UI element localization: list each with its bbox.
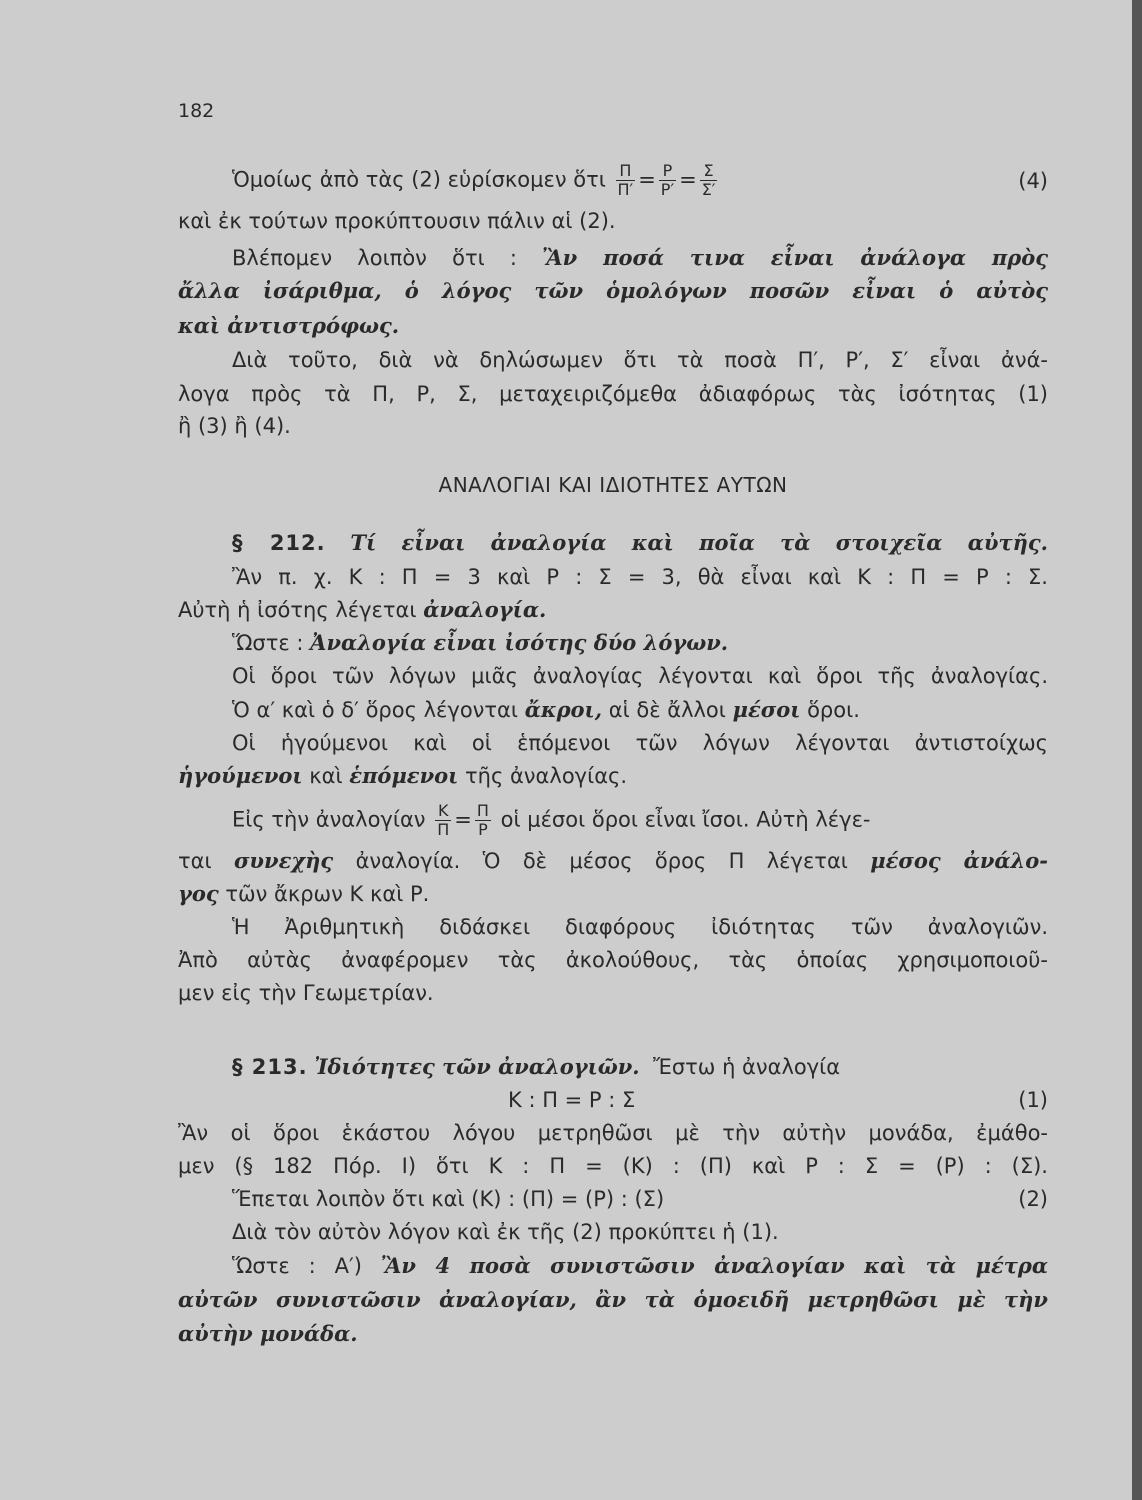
- s213-line-9: αὐτὴν μονάδα.: [178, 1321, 358, 1346]
- fraction: $\frac{K}{\Pi}$: [437, 801, 450, 839]
- s212-heading: § 212. Τί εἶναι ἀναλογία καὶ ποῖα τὰ στοιχεῖα αὐτῆς.: [232, 530, 1048, 555]
- intro-line-6: Διὰ τοῦτο, διὰ νὰ δηλώσωμεν ὅτι τὰ ποσὰ Π′, Ρ′, Σ′ εἶναι ἀνά-: [232, 348, 1048, 372]
- s213-line-8: αὐτῶν συνιστῶσιν ἀναλογίαν, ἂν τὰ ὁμοειδῆ μετρηθῶσι μὲ τὴν: [178, 1287, 1048, 1312]
- fraction: $\frac{\Pi}{P}$: [476, 801, 489, 839]
- fraction: $\frac{\Sigma}{\Sigma'}$: [701, 161, 716, 199]
- s212-line-5: Ὁ α′ καὶ ὁ δ′ ὅρος λέγονται ἄκροι, αἱ δὲ ἄλλοι μέσοι ὅροι.: [232, 697, 860, 722]
- s212-line-9: ται συνεχὴς ἀναλογία. Ὁ δὲ μέσος ὅρος Π λέγεται μέσος ἀνάλο-: [178, 848, 1048, 873]
- s212-line-10: γος τῶν ἄκρων Κ καὶ Ρ.: [178, 881, 430, 906]
- intro-line-5: καὶ ἀντιστρόφως.: [178, 313, 400, 338]
- s212-line-8: Εἰς τὴν ἀναλογίαν $\frac{K}{\Pi}$ = $\frac{\Pi}{P}$ οἱ μέσοι ὅροι εἶναι ἴσοι. Αὐτὴ λέγε-: [232, 801, 871, 839]
- s213-line-7: Ὥστε : Α′) Ἂν 4 ποσὰ συνιστῶσιν ἀναλογίαν καὶ τὰ μέτρα: [232, 1253, 1048, 1278]
- intro-line-4: ἄλλα ἰσάριθμα, ὁ λόγος τῶν ὁμολόγων ποσῶν εἶναι ὁ αὐτὸς: [178, 278, 1048, 303]
- equation-number: (1): [1018, 1088, 1048, 1112]
- intro-line-2: καὶ ἐκ τούτων προκύπτουσιν πάλιν αἱ (2).: [178, 209, 616, 233]
- section-title: ΑΝΑΛΟΓΙΑΙ ΚΑΙ ΙΔΙΟΤΗΤΕΣ ΑΥΤΩΝ: [438, 473, 788, 497]
- s212-line-6: Οἱ ἡγούμενοι καὶ οἱ ἑπόμενοι τῶν λόγων λέγονται ἀντιστοίχως: [232, 731, 1048, 755]
- intro-line-7: λογα πρὸς τὰ Π, Ρ, Σ, μεταχειριζόμεθα ἀδιαφόρως τὰς ἰσότητας (1): [178, 382, 1048, 406]
- s213-heading: § 213. Ἰδιότητες τῶν ἀναλογιῶν. Ἔστω ἡ ἀναλογία: [232, 1054, 841, 1079]
- intro-line-3: Βλέπομεν λοιπὸν ὅτι : Ἂν ποσά τινα εἶναι ἀνάλογα πρὸς: [232, 245, 1048, 270]
- equation-number: (2): [1018, 1187, 1048, 1211]
- s212-line-2: Αὐτὴ ἡ ἰσότης λέγεται ἀναλογία.: [178, 597, 547, 622]
- s212-line-13: μεν εἰς τὴν Γεωμετρίαν.: [178, 981, 434, 1005]
- page-edge: [1132, 0, 1142, 1500]
- intro-line-8: ἢ (3) ἢ (4).: [178, 414, 291, 438]
- fraction: $\frac{P}{P'}$: [660, 161, 675, 199]
- s212-line-3: Ὥστε : Ἀναλογία εἶναι ἰσότης δύο λόγων.: [232, 630, 729, 655]
- page-number: 182: [178, 100, 215, 122]
- s213-line-3: Ἂν οἱ ὅροι ἑκάστου λόγου μετρηθῶσι μὲ τὴν αὐτὴν μονάδα, ἐμάθο-: [178, 1121, 1048, 1145]
- book-page: 182 Ὁμοίως ἀπὸ τὰς (2) εὑρίσκομεν ὅτι $\frac{\Pi}{\Pi'}$ = $\frac{P}{P'}$ = $\frac{\Sigma}{\Sigma'}$ (4) καὶ ἐκ τούτων προκύπτουσιν πάλιν αἱ (2). Βλέπομεν λοιπὸν ὅτι : Ἂν ποσά τινα εἶναι ἀνάλογα πρὸς ἄλλα ἰσάριθμα, ὁ λόγος τῶν ὁμολόγων ποσῶν εἶναι ὁ αὐτὸς καὶ ἀντιστρόφως. Διὰ τοῦτο, διὰ νὰ δηλώσωμεν ὅτι τὰ ποσὰ Π′, Ρ′, Σ′ εἶναι ἀνά- λογα πρὸς τὰ Π, Ρ, Σ, μεταχειριζόμεθα ἀδιαφόρως τὰς ἰσότητας (1) ἢ (3) ἢ (4). ΑΝΑΛΟΓΙΑΙ ΚΑΙ ΙΔΙΟΤΗΤΕΣ ΑΥΤΩΝ § 212. Τί εἶναι ἀναλογία καὶ ποῖα τὰ στοιχεῖα αὐτῆς. Ἂν π. χ. Κ : Π = 3 καὶ Ρ : Σ = 3, θὰ εἶναι καὶ Κ : Π = Ρ : Σ. Αὐτὴ ἡ ἰσότης λέγεται ἀναλογία. Ὥστε : Ἀναλογία εἶναι ἰσότης δύο λόγων. Οἱ ὅροι τῶν λόγων μιᾶς ἀναλογίας λέγονται καὶ ὅροι τῆς ἀναλογίας. Ὁ α′ καὶ ὁ δ′ ὅρος λέγονται ἄκροι, αἱ δὲ ἄλλοι μέσοι ὅροι. Οἱ ἡγούμενοι καὶ οἱ ἑπόμενοι τῶν λόγων λέγονται ἀντιστοίχως ἡγούμενοι καὶ ἑπόμενοι τῆς ἀναλογίας. Εἰς τὴν ἀναλογίαν $\frac{K}{\Pi}$ = $\frac{\Pi}{P}$ οἱ μέσοι ὅροι εἶναι ἴσοι. Αὐτὴ λέγε- ται συνεχὴς ἀναλογία. Ὁ δὲ μέσος ὅρος Π λέγεται μέσος ἀνάλο- γος τῶν ἄκρων Κ καὶ Ρ. Ἡ Ἀριθμητικὴ διδάσκει διαφόρους ἰδιότητας τῶν ἀναλογιῶν. Ἀπὸ αὐτὰς ἀναφέρομεν τὰς ἀκολούθους, τὰς ὁποίας χρησιμοποιοῦ- μεν εἰς τὴν Γεωμετρίαν. § 213. Ἰδιότητες τῶν ἀναλογιῶν. Ἔστω ἡ ἀναλογία Κ : Π = Ρ : Σ (1) Ἂν οἱ ὅροι ἑκάστου λόγου μετρηθῶσι μὲ τὴν αὐτὴν μονάδα, ἐμάθο- μεν (§ 182 Πόρ. Ι) ὅτι Κ : Π = (Κ) : (Π) καὶ Ρ : Σ = (Ρ) : (Σ). Ἕπεται λοιπὸν ὅτι καὶ (Κ) : (Π) = (Ρ) : (Σ) (2) Διὰ τὸν αὐτὸν λόγον καὶ ἐκ τῆς (2) προκύπτει ἡ (1). Ὥστε : Α′) Ἂν 4 ποσὰ συνιστῶσιν ἀναλογίαν καὶ τὰ μέτρα αὐτῶν συνιστῶσιν ἀναλογίαν, ἂν τὰ ὁμοειδῆ μετρηθῶσι μὲ τὴν αὐτὴν μονάδα.: [0, 0, 1142, 1500]
- s213-line-4: μεν (§ 182 Πόρ. Ι) ὅτι Κ : Π = (Κ) : (Π) καὶ Ρ : Σ = (Ρ) : (Σ).: [178, 1154, 1048, 1178]
- intro-line-1: Ὁμοίως ἀπὸ τὰς (2) εὑρίσκομεν ὅτι $\frac{\Pi}{\Pi'}$ = $\frac{P}{P'}$ = $\frac{\Sigma}{\Sigma'}$ (4): [232, 161, 1048, 199]
- s212-line-12: Ἀπὸ αὐτὰς ἀναφέρομεν τὰς ἀκολούθους, τὰς ὁποίας χρησιμοποιοῦ-: [178, 948, 1048, 972]
- s212-line-7: ἡγούμενοι καὶ ἑπόμενοι τῆς ἀναλογίας.: [178, 763, 628, 788]
- s212-line-11: Ἡ Ἀριθμητικὴ διδάσκει διαφόρους ἰδιότητας τῶν ἀναλογιῶν.: [232, 915, 1048, 939]
- s213-line-5: Ἕπεται λοιπὸν ὅτι καὶ (Κ) : (Π) = (Ρ) : (Σ) (2): [232, 1187, 1048, 1211]
- equation-number: (4): [1018, 169, 1048, 193]
- s212-line-1: Ἂν π. χ. Κ : Π = 3 καὶ Ρ : Σ = 3, θὰ εἶναι καὶ Κ : Π = Ρ : Σ.: [232, 565, 1048, 589]
- s213-line-6: Διὰ τὸν αὐτὸν λόγον καὶ ἐκ τῆς (2) προκύπτει ἡ (1).: [232, 1220, 779, 1244]
- fraction: $\frac{\Pi}{\Pi'}$: [617, 161, 634, 199]
- s212-line-4: Οἱ ὅροι τῶν λόγων μιᾶς ἀναλογίας λέγονται καὶ ὅροι τῆς ἀναλογίας.: [232, 664, 1048, 688]
